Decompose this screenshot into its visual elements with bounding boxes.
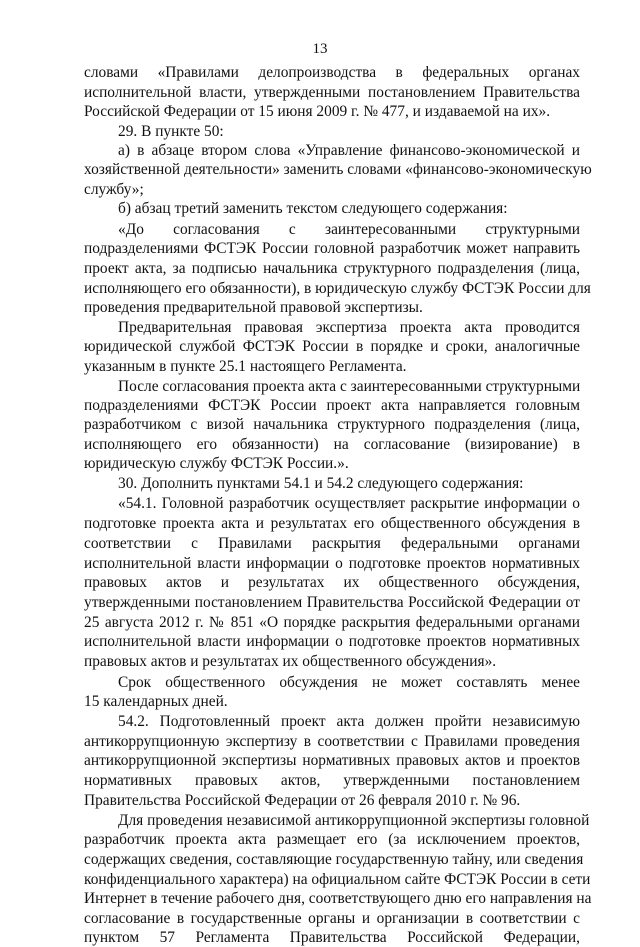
text-line: исполнительной власти, утвержденными постановлением Правительства <box>84 84 580 101</box>
text-line: словами «Правилами делопроизводства в федеральных органах <box>84 64 580 81</box>
text-line: Предварительная правовая экспертиза проекта акта проводится <box>118 319 580 336</box>
text-line: правовых актов и результатах их общественного обсуждения». <box>84 653 497 670</box>
text-line: исполнительной власти информации о подготовке проектов нормативных <box>84 633 580 650</box>
text-line: проект акта, за подписью начальника структурного подразделения (лица, <box>84 260 580 277</box>
page-number: 13 <box>312 41 328 57</box>
text-line: конфиденциального характера) на официальном сайте ФСТЭК России в сети <box>84 871 591 888</box>
text-line: содержащих сведения, составляющие государственную тайну, или сведения <box>84 851 584 868</box>
text-line: 25 августа 2012 г. № 851 «О порядке раскрытия федеральными органами <box>84 614 580 631</box>
text-line: антикоррупционную экспертизу в соответствии с Правилами проведения <box>84 733 580 750</box>
text-line: службу»; <box>84 181 144 198</box>
text-line: проведения предварительной правовой экспертизы. <box>84 299 423 316</box>
text-line: 15 календарных дней. <box>84 693 228 710</box>
text-line: 30. Дополнить пунктами 54.1 и 54.2 следующего содержания: <box>118 475 524 492</box>
text-line: утвержденными постановлением Правительства Российской Федерации от <box>84 594 580 611</box>
text-line: 54.2. Подготовленный проект акта должен пройти независимую <box>118 713 580 730</box>
text-line: нормативных правовых актов, утвержденными постановлением <box>84 772 580 789</box>
text-line: а) в абзаце втором слова «Управление финансово-экономической и <box>118 142 580 159</box>
text-line: пунктом 57 Регламента Правительства Российской Федерации, <box>84 929 580 946</box>
text-line: Правительства Российской Федерации от 26 февраля 2010 г. № 96. <box>84 792 521 809</box>
text-line: исполняющего его обязанности), в юридическую службу ФСТЭК России для <box>84 280 591 297</box>
text-line: разработчик проекта акта размещает его (за исключением проектов, <box>84 831 580 848</box>
text-line: Интернет в течение рабочего дня, соответствующего дню его направления на <box>84 890 592 907</box>
text-line: согласование в государственные органы и организации в соответствии с <box>84 910 580 927</box>
text-line: подготовке проекта акта и результатах его общественного обсуждения в <box>84 515 580 532</box>
text-line: Срок общественного обсуждения не может составлять менее <box>118 674 580 691</box>
text-line: Для проведения независимой антикоррупционной экспертизы головной <box>118 812 590 829</box>
text-line: антикоррупционной экспертизы нормативных правовых актов и проектов <box>84 752 580 769</box>
text-line: юридической службой ФСТЭК России в порядке и сроки, аналогичные <box>84 338 580 355</box>
text-line: подразделениями ФСТЭК России головной разработчик может направить <box>84 240 580 257</box>
text-line: указанным в пункте 25.1 настоящего Регламента. <box>84 358 407 375</box>
text-line: подразделениями ФСТЭК России проект акта направляется головным <box>84 397 580 414</box>
text-line: соответствии с Правилами раскрытия федеральными органами <box>84 535 580 552</box>
text-line: 29. В пункте 50: <box>118 123 224 140</box>
text-line: исполнительной власти информации о подготовке проектов нормативных <box>84 555 580 572</box>
text-line: юридическую службу ФСТЭК России.». <box>84 455 349 472</box>
text-line: Российской Федерации от 15 июня 2009 г. № 477, и издаваемой на их». <box>84 103 551 120</box>
text-line: «До согласования с заинтересованными структурными <box>118 221 580 238</box>
text-line: правовых актов и результатах их общественного обсуждения, <box>84 574 580 591</box>
text-line: исполняющего его обязанности) на согласование (визирование) в <box>84 436 580 453</box>
text-line: б) абзац третий заменить текстом следующего содержания: <box>118 200 508 217</box>
text-line: «54.1. Головной разработчик осуществляет раскрытие информации о <box>118 495 580 512</box>
text-line: хозяйственной деятельности» заменить словами «финансово-экономическую <box>84 161 592 178</box>
text-line: разработчиком с визой начальника структурного подразделения (лица, <box>84 416 580 433</box>
text-line: После согласования проекта акта с заинтересованными структурными <box>118 378 581 395</box>
